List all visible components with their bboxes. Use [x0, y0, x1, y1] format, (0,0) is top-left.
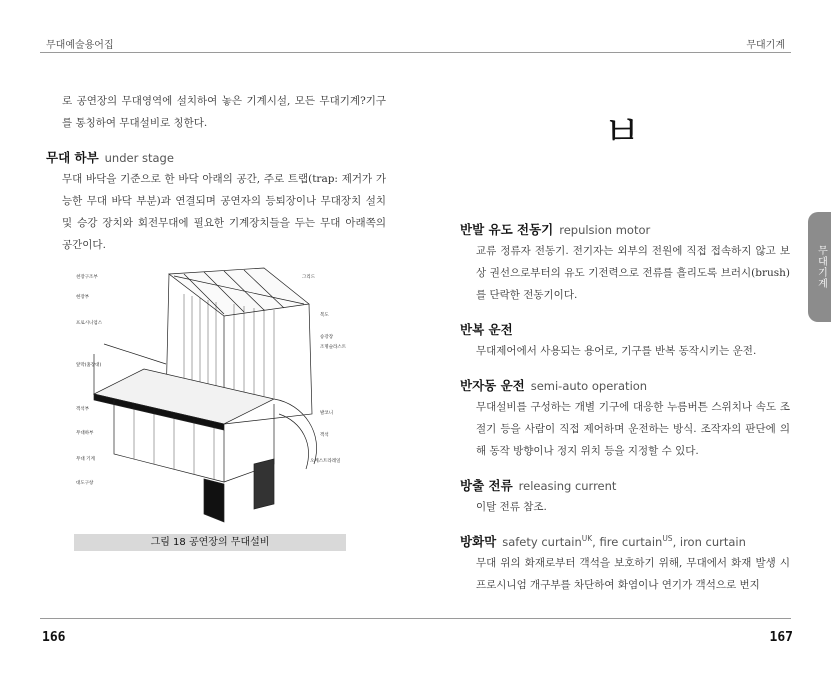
term-english: semi-auto operation	[530, 379, 648, 393]
stage-cutaway-drawing	[74, 264, 346, 532]
page-number-left: 166	[42, 630, 66, 645]
term-english: repulsion motor	[559, 223, 651, 237]
svg-text:무대하부: 무대하부	[76, 431, 94, 436]
term-english: safety curtain$^{UK}$, fire curtain$^{US}$, iron curtain	[502, 534, 746, 549]
svg-text:천장구조부: 천장구조부	[76, 275, 98, 280]
entry-definition: 교류 정류자 전동기. 전기자는 외부의 전원에 직접 접속하지 않고 보상 권선으로부터의 유도 기전력으로 전류를 흘리도록 브러시(brush)를 단락한 전동기이다.	[476, 245, 790, 301]
entry-term	[460, 220, 790, 238]
stage-cutaway-illustration	[74, 264, 346, 532]
section-tab[interactable]	[808, 212, 831, 322]
svg-text:복도: 복도	[320, 313, 329, 318]
entry-definition: 무대 위의 화재로부터 객석을 보호하기 위해, 무대에서 화재 발생 시 프로시니엄 개구부를 차단하여 화염이나 연기가 객석으로 번지	[476, 557, 790, 591]
term-english: under stage	[104, 151, 174, 165]
term-english-1: safety curtain	[502, 535, 582, 549]
svg-text:현장부: 현장부	[76, 295, 90, 300]
continued-paragraph: 로 공연장의 무대영역에 설치하여 놓은 기계시설, 모든 무대기계?기구를 통칭하여 무대설비로 칭한다.	[62, 95, 386, 129]
entry-term	[460, 376, 790, 394]
term-english-3: iron curtain	[679, 535, 746, 549]
svg-text:그리드: 그리드	[302, 275, 316, 280]
header-rule	[40, 52, 791, 53]
term-korean: 방화막	[460, 534, 497, 549]
svg-text:대도구창: 대도구창	[76, 481, 94, 486]
svg-text:프로시니엄스: 프로시니엄스	[76, 321, 103, 326]
entry-term	[460, 532, 790, 550]
term-korean: 반복 운전	[460, 322, 513, 337]
figure-caption: 그림 18 공연장의 무대설비	[74, 534, 346, 551]
svg-text:앞막(홈장대): 앞막(홈장대)	[76, 363, 102, 368]
svg-text:발코니: 발코니	[320, 411, 334, 416]
entry-definition: 무대 바닥을 기준으로 한 바닥 아래의 공간, 주로 트랩(trap: 제거가 가능한 무대 바닥 부분)과 연결되며 공연자의 등퇴장이나 무대장치 설치 및 승강 장치와 회전무대에 필요한 기계장치들을 두는 무대 아래쪽의 공간이다.	[62, 173, 386, 251]
term-korean: 반발 유도 전동기	[460, 222, 554, 237]
entry-term	[460, 320, 790, 338]
left-page-column	[46, 90, 386, 256]
running-head-right: 무대기계	[746, 40, 785, 51]
term-region-1: UK	[581, 534, 593, 544]
footer-rule	[40, 618, 791, 619]
term-korean: 반자동 운전	[460, 378, 525, 393]
term-english: releasing current	[518, 479, 617, 493]
section-tab-label: 무대기계	[815, 245, 827, 289]
entry-term	[46, 148, 386, 166]
term-korean: 무대 하부	[46, 150, 99, 165]
entry-definition: 무대제어에서 사용되는 용어로, 기구를 반복 동작시키는 운전.	[476, 345, 757, 357]
chapter-letter: ㅂ	[602, 109, 642, 155]
svg-text:오케스트라레일: 오케스트라레일	[310, 459, 341, 464]
svg-text:객석: 객석	[320, 433, 329, 438]
right-page-column	[460, 220, 790, 596]
term-english-2: fire curtain	[599, 535, 663, 549]
entry-definition: 무대설비를 구성하는 개별 기구에 대응한 누름버튼 스위치나 속도 조절기 등을 사람이 직접 제어하며 운전하는 방식. 조작자의 판단에 의해 동작 방향이나 정지 위치 등을 지정할 수 있다.	[476, 401, 790, 457]
svg-text:조명슬라스트: 조명슬라스트	[320, 345, 346, 350]
svg-text:무대 기계: 무대 기계	[76, 457, 95, 462]
term-korean: 방출 전류	[460, 478, 513, 493]
entry-term	[460, 476, 790, 494]
page-number-right: 167	[769, 630, 793, 645]
term-region-2: US	[662, 534, 673, 544]
svg-text:승강장: 승강장	[320, 335, 334, 340]
running-head-left: 무대예술용어집	[46, 40, 114, 51]
entry-definition: 이탈 전류 참조.	[476, 501, 547, 513]
svg-text:객석부: 객석부	[76, 407, 90, 412]
